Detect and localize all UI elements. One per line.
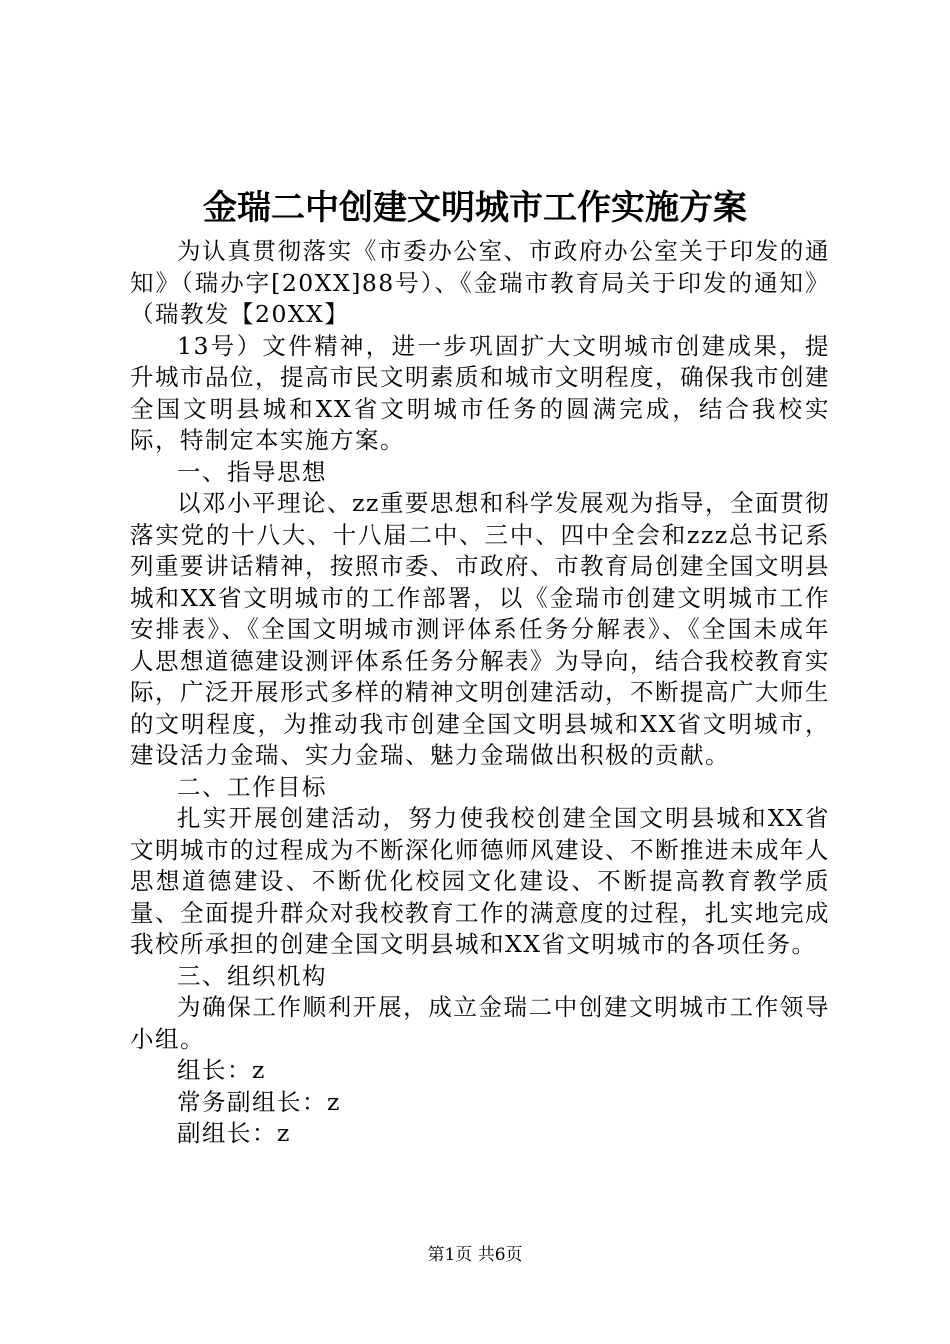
member-deputy-leader: 副组长：z bbox=[177, 1119, 291, 1147]
section-heading-organization: 三、组织机构 bbox=[177, 961, 327, 990]
document-title: 金瑞二中创建文明城市工作实施方案 bbox=[203, 188, 747, 228]
page-footer: 第1页 共6页 bbox=[427, 1245, 523, 1265]
member-executive-deputy-leader: 常务副组长：z bbox=[177, 1087, 341, 1116]
section-heading-guiding-thought: 一、指导思想 bbox=[177, 457, 327, 486]
paragraph-organization: 为确保工作顺利开展，成立金瑞二中创建文明城市工作领导小组。 bbox=[130, 993, 830, 1053]
member-leader: 组长：z bbox=[177, 1056, 266, 1084]
section-heading-work-goals: 二、工作目标 bbox=[177, 772, 327, 801]
paragraph-intro-1: 为认真贯彻落实《市委办公室、市政府办公室关于印发的通知》（瑞办字[20XX]88号）、《金瑞市教育局关于印发的通知》（瑞教发【20XX】 bbox=[130, 237, 830, 328]
paragraph-guiding-thought: 以邓小平理论、zz重要思想和科学发展观为指导，全面贯彻落实党的十八大、十八届二中、三中、四中全会和zzz总书记系列重要讲话精神，按照市委、市政府、市教育局创建全国文明县城和XX省文明城市的工作部署，以《金瑞市创建文明城市工作安排表》、《全国文明城市测评体系任务分解表》、《全国未成年人思想道德建设测评体系任务分解表》为导向，结合我校教育实际，广泛开展形式多样的精神文明创建活动，不断提高广大师生的文明程度，为推动我市创建全国文明县城和XX省文明城市，建设活力金瑞、实力金瑞、魅力金瑞做出积极的贡献。 bbox=[130, 489, 830, 769]
document-body bbox=[130, 236, 830, 1150]
paragraph-work-goals: 扎实开展创建活动，努力使我校创建全国文明县城和XX省文明城市的过程成为不断深化师德师风建设、不断推进未成年人思想道德建设、不断优化校园文化建设、不断提高教育教学质量、全面提升群众对我校教育工作的满意度的过程，扎实地完成我校所承担的创建全国文明县城和XX省文明城市的各项任务。 bbox=[130, 804, 830, 958]
paragraph-intro-2: 13号）文件精神，进一步巩固扩大文明城市创建成果，提升城市品位，提高市民文明素质和城市文明程度，确保我市创建全国文明县城和XX省文明城市任务的圆满完成，结合我校实际，特制定本实施方案。 bbox=[130, 331, 830, 454]
